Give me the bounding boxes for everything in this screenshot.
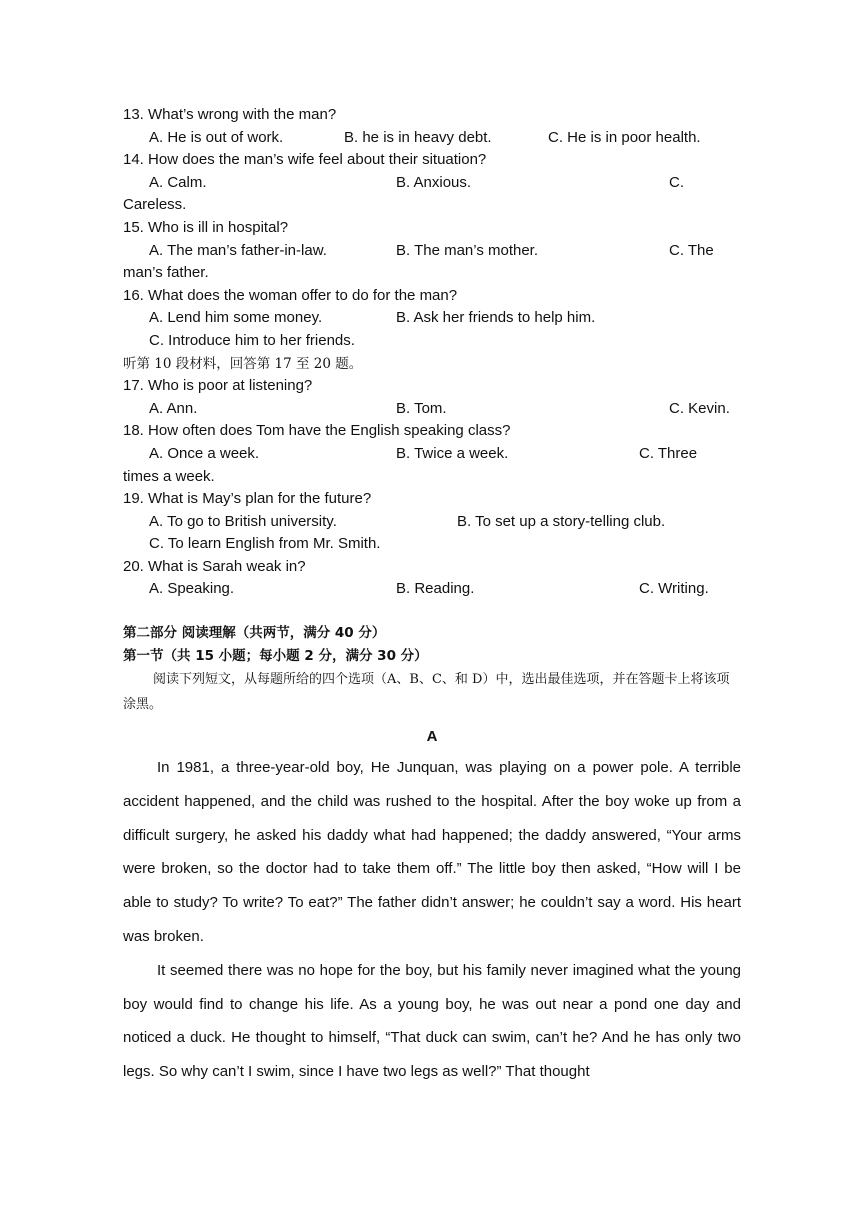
options-13 — [123, 127, 741, 150]
option-a: A. Once a week. — [149, 444, 260, 462]
options-14 — [123, 172, 741, 195]
question-14: 14. How does the man’s wife feel about their situation? — [123, 151, 487, 169]
option-b: B. The man’s mother. — [396, 241, 539, 259]
options-15 — [123, 240, 741, 263]
option-b: B. he is in heavy debt. — [344, 128, 492, 146]
passage-paragraph: In 1981, a three-year-old boy, He Junquan, was playing on a power pole. A terrible accident happened, and the child was rushed to the hospital. After the boy woke up from a difficult surgery, he asked his daddy what had happened; the daddy answered, “Your arms were broken, so the doctor had to take them off.” The little boy then asked, “How will I be able to study? To write? To eat?” The father didn’t answer; he couldn’t say a word. His heart was broken. — [123, 759, 741, 946]
section1-heading: 第一节（共 15 小题；每小题 2 分，满分 30 分） — [123, 647, 428, 664]
exam-page — [123, 104, 741, 1089]
option-b: B. Twice a week. — [396, 444, 509, 462]
option-c: C. Three — [639, 444, 698, 462]
option-b: B. To set up a story-telling club. — [457, 512, 666, 530]
option-a: A. He is out of work. — [149, 128, 284, 146]
options-16 — [123, 307, 741, 330]
option-c: C. — [669, 173, 684, 191]
option-c: C. To learn English from Mr. Smith. — [149, 535, 381, 553]
option-b: B. Ask her friends to help him. — [396, 309, 596, 327]
part2-heading: 第二部分 阅读理解（共两节，满分 40 分） — [123, 625, 386, 642]
option-c: C. Kevin. — [669, 399, 730, 417]
option-a: A. Calm. — [149, 173, 207, 191]
listening-note: 听第 10 段材料，回答第 17 至 20 题。 — [123, 355, 363, 372]
question-17: 17. Who is poor at listening? — [123, 377, 313, 395]
question-15: 15. Who is ill in hospital? — [123, 218, 289, 236]
option-c: C. The — [669, 241, 714, 259]
option-c: C. Introduce him to her friends. — [149, 331, 355, 349]
option-c-wrap: Careless. — [123, 196, 187, 214]
question-13: 13. What’s wrong with the man? — [123, 106, 337, 123]
question-18: 18. How often does Tom have the English speaking class? — [123, 422, 511, 440]
option-a: A. The man’s father-in-law. — [149, 241, 327, 259]
option-b: B. Tom. — [396, 399, 447, 417]
options-18 — [123, 443, 741, 466]
passage-label: A — [426, 728, 438, 746]
option-c: C. Writing. — [639, 580, 709, 598]
option-c: C. He is in poor health. — [548, 128, 701, 146]
option-b: B. Anxious. — [396, 173, 472, 191]
option-a: A. Ann. — [149, 399, 198, 417]
options-20 — [123, 578, 741, 601]
option-b: B. Reading. — [396, 580, 475, 598]
option-a: A. To go to British university. — [149, 512, 337, 530]
options-17 — [123, 398, 741, 421]
options-16-c — [123, 330, 741, 353]
question-19: 19. What is May’s plan for the future? — [123, 490, 372, 508]
option-c-wrap: man’s father. — [123, 264, 209, 282]
option-a: A. Speaking. — [149, 580, 235, 598]
question-20: 20. What is Sarah weak in? — [123, 557, 306, 575]
options-19 — [123, 511, 741, 534]
passage-paragraph: It seemed there was no hope for the boy, but his family never imagined what the young boy would find to change his life. As a young boy, he was out near a pond one day and noticed a duck. He thought to himself, “That duck can swim, can’t he? And he has only two legs. So why can’t I swim, since I have two legs as well?” That thought — [123, 961, 741, 1081]
question-16: 16. What does the woman offer to do for the man? — [123, 286, 458, 304]
option-a: A. Lend him some money. — [149, 309, 323, 327]
options-19-c — [123, 533, 741, 556]
option-c-wrap: times a week. — [123, 467, 215, 485]
instructions: 阅读下列短文，从每题所给的四个选项（A、B、C、和 D）中，选出最佳选项，并在答题卡上将该项涂黑。 — [123, 672, 730, 713]
